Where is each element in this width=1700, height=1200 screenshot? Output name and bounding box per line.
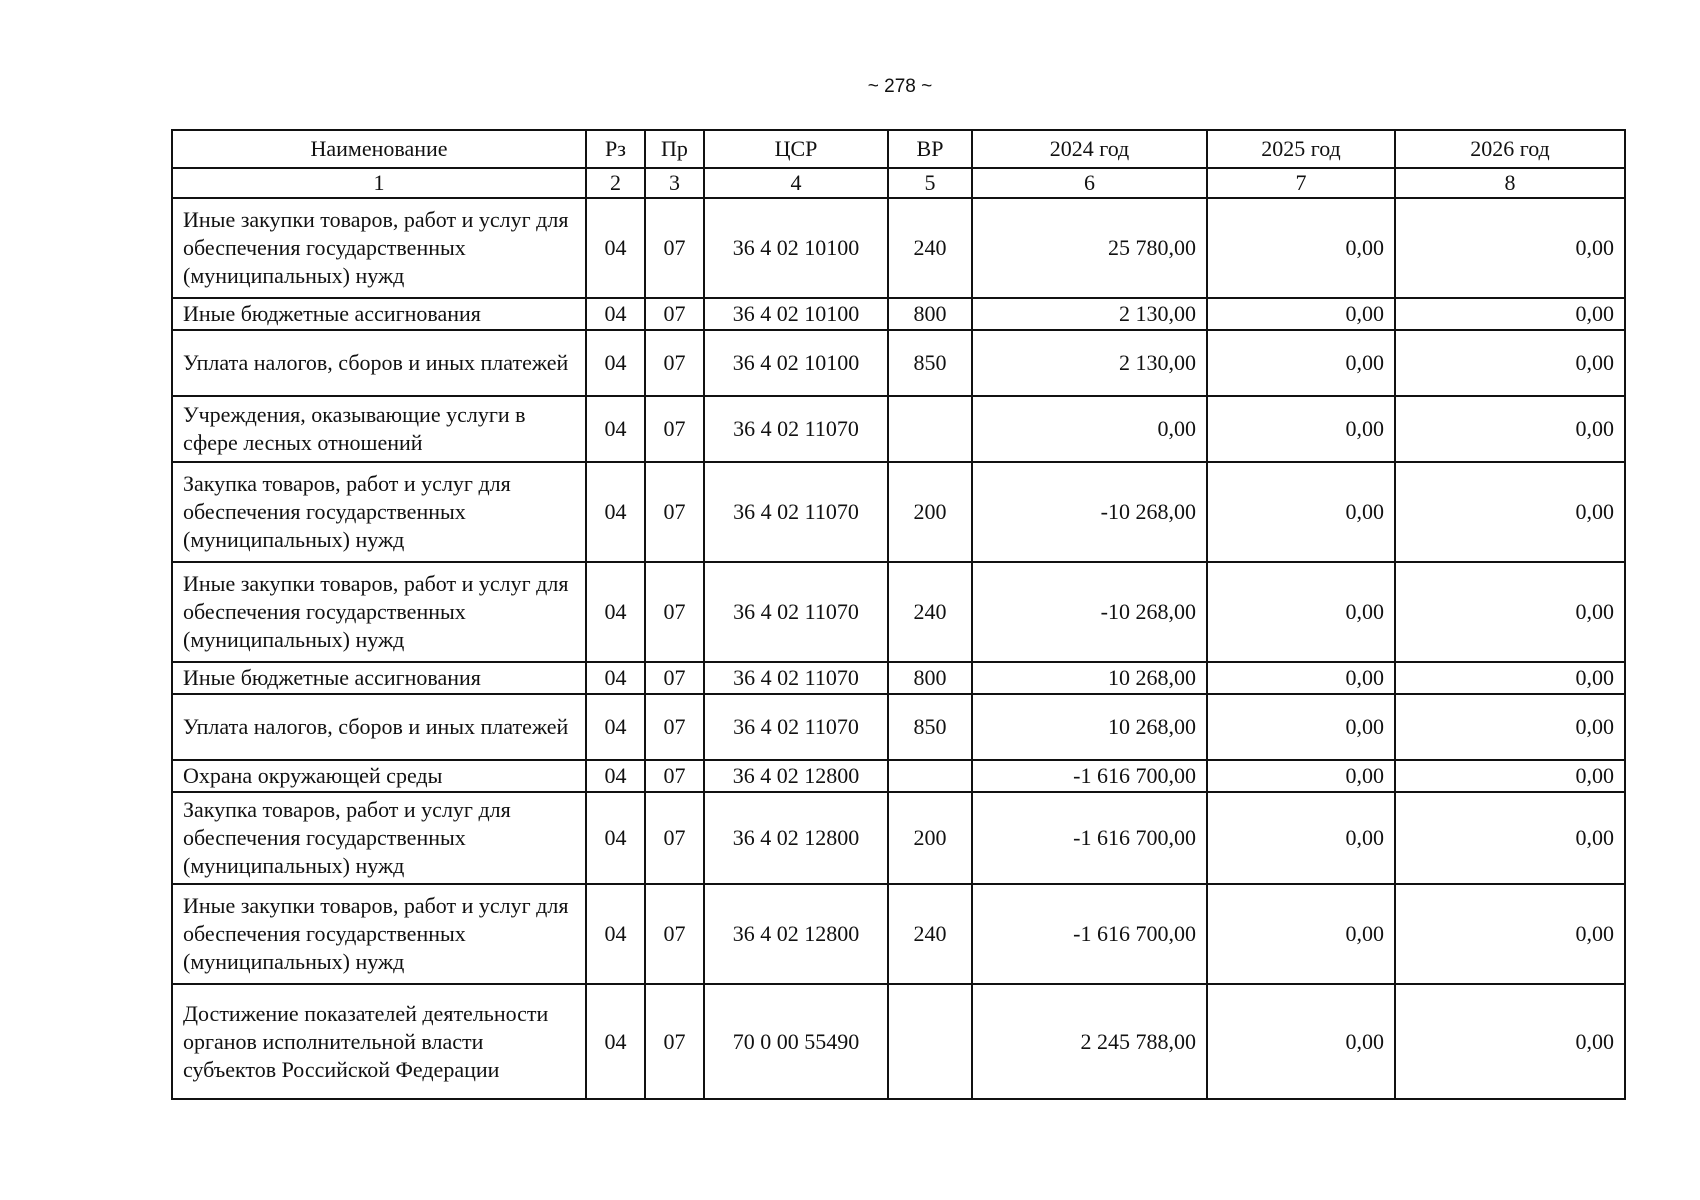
- row-2026: 0,00: [1395, 298, 1625, 330]
- row-name: Иные бюджетные ассигнования: [172, 298, 586, 330]
- table-row: [172, 984, 1625, 1099]
- row-2024: 10 268,00: [972, 694, 1207, 760]
- row-rz: 04: [586, 298, 645, 330]
- column-number: 7: [1207, 168, 1395, 198]
- table-row: [172, 884, 1625, 984]
- row-name: Иные бюджетные ассигнования: [172, 662, 586, 694]
- row-csr: 36 4 02 11070: [704, 562, 888, 662]
- row-pr: 07: [645, 198, 704, 298]
- row-2026: 0,00: [1395, 462, 1625, 562]
- row-2024: -1 616 700,00: [972, 884, 1207, 984]
- row-2025: 0,00: [1207, 330, 1395, 396]
- column-number: 5: [888, 168, 972, 198]
- row-2026: 0,00: [1395, 396, 1625, 462]
- row-2025: 0,00: [1207, 662, 1395, 694]
- row-vr: 800: [888, 298, 972, 330]
- row-name: Закупка товаров, работ и услуг для обеспечения государственных (муниципальных) нужд: [172, 462, 586, 562]
- table-row: [172, 298, 1625, 330]
- row-2024: 10 268,00: [972, 662, 1207, 694]
- table-row: [172, 198, 1625, 298]
- column-header: 2026 год: [1395, 130, 1625, 168]
- row-pr: 07: [645, 330, 704, 396]
- row-2025: 0,00: [1207, 396, 1395, 462]
- row-csr: 36 4 02 10100: [704, 330, 888, 396]
- table-row: [172, 330, 1625, 396]
- row-csr: 36 4 02 10100: [704, 298, 888, 330]
- row-pr: 07: [645, 694, 704, 760]
- budget-table: [171, 129, 1626, 1100]
- row-2025: 0,00: [1207, 984, 1395, 1099]
- row-pr: 07: [645, 298, 704, 330]
- table-row: [172, 396, 1625, 462]
- row-2026: 0,00: [1395, 198, 1625, 298]
- row-2024: 2 245 788,00: [972, 984, 1207, 1099]
- header-row: [172, 130, 1625, 168]
- row-2025: 0,00: [1207, 462, 1395, 562]
- row-vr: 240: [888, 562, 972, 662]
- column-header: 2024 год: [972, 130, 1207, 168]
- column-number: 1: [172, 168, 586, 198]
- row-rz: 04: [586, 330, 645, 396]
- row-csr: 36 4 02 10100: [704, 198, 888, 298]
- row-2025: 0,00: [1207, 694, 1395, 760]
- table-row: [172, 694, 1625, 760]
- row-name: Закупка товаров, работ и услуг для обеспечения государственных (муниципальных) нужд: [172, 792, 586, 884]
- row-rz: 04: [586, 792, 645, 884]
- column-number: 3: [645, 168, 704, 198]
- column-number: 8: [1395, 168, 1625, 198]
- row-name: Охрана окружающей среды: [172, 760, 586, 792]
- row-2026: 0,00: [1395, 792, 1625, 884]
- row-2024: -1 616 700,00: [972, 760, 1207, 792]
- row-pr: 07: [645, 396, 704, 462]
- table-row: [172, 562, 1625, 662]
- column-number: 2: [586, 168, 645, 198]
- row-name: Учреждения, оказывающие услуги в сфере лесных отношений: [172, 396, 586, 462]
- row-name: Иные закупки товаров, работ и услуг для обеспечения государственных (муниципальных) нужд: [172, 198, 586, 298]
- table-row: [172, 760, 1625, 792]
- row-2026: 0,00: [1395, 884, 1625, 984]
- row-rz: 04: [586, 198, 645, 298]
- row-vr: [888, 396, 972, 462]
- column-header: Пр: [645, 130, 704, 168]
- table-row: [172, 462, 1625, 562]
- row-2026: 0,00: [1395, 984, 1625, 1099]
- row-rz: 04: [586, 760, 645, 792]
- column-number: 6: [972, 168, 1207, 198]
- row-pr: 07: [645, 662, 704, 694]
- row-csr: 36 4 02 11070: [704, 662, 888, 694]
- row-vr: 800: [888, 662, 972, 694]
- row-vr: 850: [888, 330, 972, 396]
- row-rz: 04: [586, 396, 645, 462]
- column-header: ВР: [888, 130, 972, 168]
- row-rz: 04: [586, 462, 645, 562]
- row-2026: 0,00: [1395, 662, 1625, 694]
- row-pr: 07: [645, 760, 704, 792]
- row-csr: 36 4 02 11070: [704, 462, 888, 562]
- page-number: ~ 278 ~: [867, 76, 933, 97]
- row-2025: 0,00: [1207, 198, 1395, 298]
- row-pr: 07: [645, 792, 704, 884]
- row-2026: 0,00: [1395, 694, 1625, 760]
- row-name: Иные закупки товаров, работ и услуг для обеспечения государственных (муниципальных) нужд: [172, 884, 586, 984]
- column-number: 4: [704, 168, 888, 198]
- row-rz: 04: [586, 984, 645, 1099]
- row-2024: -1 616 700,00: [972, 792, 1207, 884]
- row-2024: 25 780,00: [972, 198, 1207, 298]
- row-csr: 36 4 02 12800: [704, 884, 888, 984]
- row-csr: 70 0 00 55490: [704, 984, 888, 1099]
- column-header: 2025 год: [1207, 130, 1395, 168]
- row-name: Уплата налогов, сборов и иных платежей: [172, 694, 586, 760]
- column-number-row: [172, 168, 1625, 198]
- row-2025: 0,00: [1207, 760, 1395, 792]
- row-pr: 07: [645, 984, 704, 1099]
- column-header: ЦСР: [704, 130, 888, 168]
- row-2025: 0,00: [1207, 562, 1395, 662]
- row-pr: 07: [645, 562, 704, 662]
- row-rz: 04: [586, 694, 645, 760]
- row-pr: 07: [645, 884, 704, 984]
- row-2024: 0,00: [972, 396, 1207, 462]
- table-row: [172, 792, 1625, 884]
- row-2025: 0,00: [1207, 884, 1395, 984]
- row-name: Иные закупки товаров, работ и услуг для обеспечения государственных (муниципальных) нужд: [172, 562, 586, 662]
- row-vr: 200: [888, 462, 972, 562]
- row-name: Достижение показателей деятельности органов исполнительной власти субъектов Российской Федерации: [172, 984, 586, 1099]
- row-name: Уплата налогов, сборов и иных платежей: [172, 330, 586, 396]
- row-vr: 240: [888, 884, 972, 984]
- row-rz: 04: [586, 884, 645, 984]
- row-vr: 200: [888, 792, 972, 884]
- column-header: Наименование: [172, 130, 586, 168]
- row-csr: 36 4 02 12800: [704, 760, 888, 792]
- row-rz: 04: [586, 562, 645, 662]
- row-vr: [888, 984, 972, 1099]
- table-row: [172, 662, 1625, 694]
- row-vr: 240: [888, 198, 972, 298]
- row-pr: 07: [645, 462, 704, 562]
- row-2026: 0,00: [1395, 562, 1625, 662]
- row-csr: 36 4 02 11070: [704, 694, 888, 760]
- row-2026: 0,00: [1395, 330, 1625, 396]
- row-2024: -10 268,00: [972, 462, 1207, 562]
- row-csr: 36 4 02 11070: [704, 396, 888, 462]
- row-2024: -10 268,00: [972, 562, 1207, 662]
- column-header: Рз: [586, 130, 645, 168]
- row-2024: 2 130,00: [972, 298, 1207, 330]
- row-2024: 2 130,00: [972, 330, 1207, 396]
- row-2026: 0,00: [1395, 760, 1625, 792]
- row-csr: 36 4 02 12800: [704, 792, 888, 884]
- row-2025: 0,00: [1207, 298, 1395, 330]
- row-rz: 04: [586, 662, 645, 694]
- row-2025: 0,00: [1207, 792, 1395, 884]
- row-vr: 850: [888, 694, 972, 760]
- row-vr: [888, 760, 972, 792]
